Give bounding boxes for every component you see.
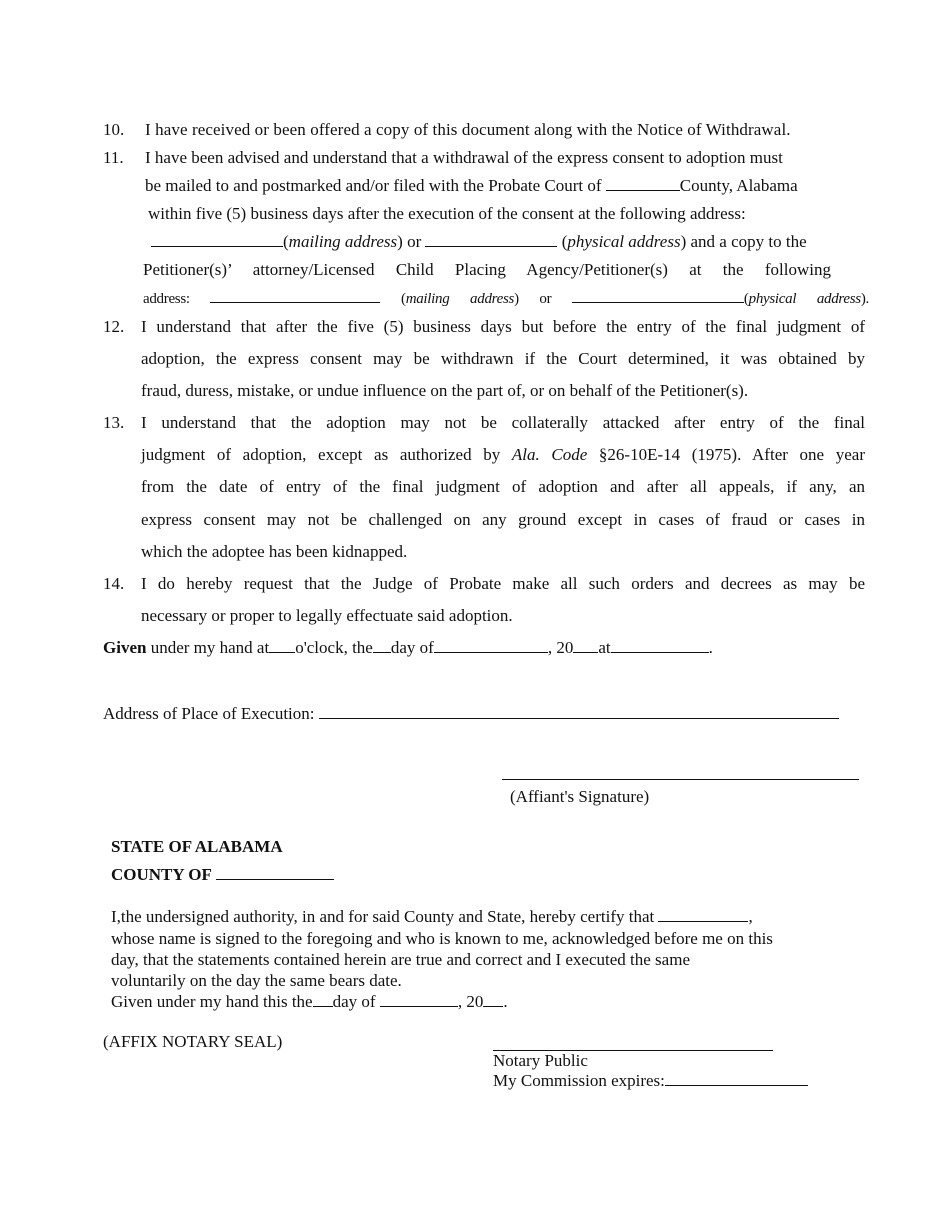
item-10-number: 10. [103,120,125,139]
item-13-line5: which the adoptee has been kidnapped. [141,542,408,561]
execution-address-blank[interactable] [319,704,839,719]
item-11-line4: (mailing address) or (physical address) and a copy to the [151,232,807,252]
item-13-line4: express consent may not be challenged on any ground except in cases of fraud or cases in [141,510,865,529]
item-13-line1: I understand that the adoption may not be collaterally attacked after entry of the final [141,413,865,432]
notary-year-blank[interactable] [483,992,503,1007]
commission-expires-blank[interactable] [665,1071,808,1086]
state-heading: STATE OF ALABAMA [111,837,283,856]
item-13-number: 13. [103,413,125,432]
notary-line1: I,the undersigned authority, in and for said County and State, hereby certify that , [111,907,753,926]
hour-blank[interactable] [269,638,295,653]
county-heading: COUNTY OF [111,865,334,885]
affiant-name-blank[interactable] [658,907,748,922]
petitioner-mailing-blank[interactable] [210,288,380,303]
notary-public-label: Notary Public [493,1051,588,1070]
day-blank[interactable] [373,638,391,653]
year-blank[interactable] [573,638,598,653]
commission-expires: My Commission expires: [493,1071,808,1091]
item-10-text: I have received or been offered a copy of this document along with the Notice of Withdrawal. [145,120,791,139]
item-11-line6: address: (mailing address) or (physical address). [143,288,869,308]
notary-line2: whose name is signed to the foregoing and who is known to me, acknowledged before me on this [111,929,773,948]
month-blank[interactable] [434,638,548,653]
execution-address: Address of Place of Execution: [103,704,839,724]
item-11-line2: be mailed to and postmarked and/or filed with the Probate Court of County, Alabama [145,176,798,195]
item-11-number: 11. [103,148,124,167]
item-12-line2: adoption, the express consent may be withdrawn if the Court determined, it was obtained by [141,349,865,368]
item-12-line1: I understand that after the five (5) business days but before the entry of the final judgment of [141,317,865,336]
given-line: Given under my hand at o'clock, the day of , 20 at . [103,638,713,657]
item-12-line3: fraud, duress, mistake, or undue influence on the part of, or on behalf of the Petitioner(s). [141,381,749,400]
place-blank[interactable] [611,638,709,653]
item-14-line1: I do hereby request that the Judge of Probate make all such orders and decrees as may be [141,574,865,593]
item-11-line1: I have been advised and understand that a withdrawal of the express consent to adoption must [145,148,783,167]
item-14-number: 14. [103,574,125,593]
item-12-number: 12. [103,317,125,336]
mailing-address-blank[interactable] [151,232,283,247]
item-13-line3: from the date of entry of the final judgment of adoption and after all appeals, if any, an [141,477,865,496]
item-11-line3: within five (5) business days after the execution of the consent at the following address: [148,204,746,223]
physical-address-blank[interactable] [425,232,557,247]
notary-month-blank[interactable] [380,992,458,1007]
item-14-line2: necessary or proper to legally effectuate said adoption. [141,606,513,625]
notary-line3: day, that the statements contained herein are true and correct and I executed the same [111,950,690,969]
notary-line5: Given under my hand this the day of , 20 . [111,992,508,1011]
notary-county-blank[interactable] [216,865,334,880]
item-13-line2: judgment of adoption, except as authorized by Ala. Code §26-10E-14 (1975). After one year [141,445,865,464]
notary-seal-label: (AFFIX NOTARY SEAL) [103,1032,283,1051]
county-blank[interactable] [606,176,680,191]
affiant-signature-line[interactable] [502,779,859,780]
item-11-line5: Petitioner(s)’ attorney/Licensed Child Placing Agency/Petitioner(s) at the following [143,260,831,279]
notary-line4: voluntarily on the day the same bears date. [111,971,402,990]
notary-day-blank[interactable] [313,992,333,1007]
affiant-signature-label: (Affiant's Signature) [510,787,650,806]
petitioner-physical-blank[interactable] [572,288,744,303]
